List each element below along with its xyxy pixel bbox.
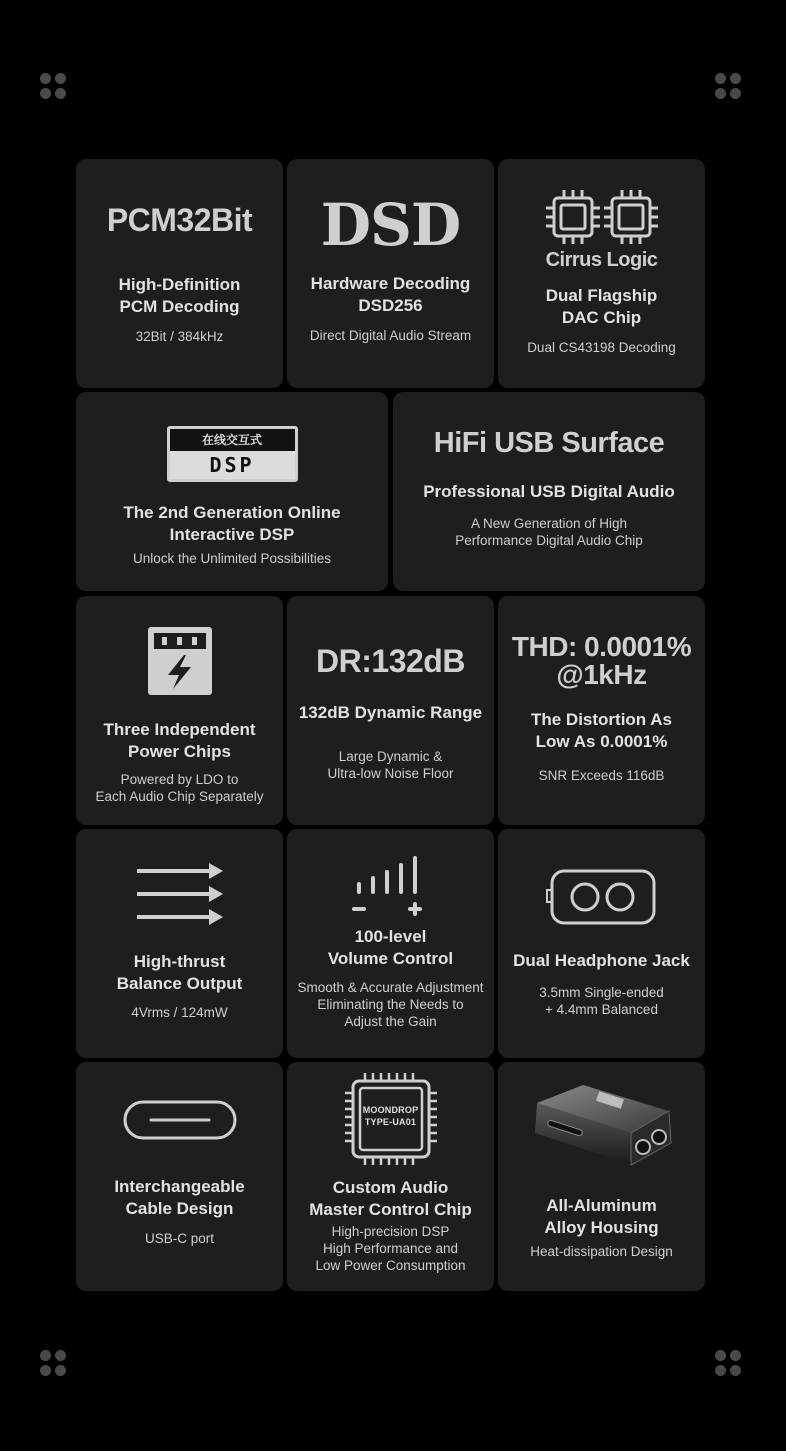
card-title: Dual Headphone Jack: [513, 950, 690, 970]
master-chip-icon: [343, 1071, 439, 1167]
feature-card-usb: [393, 392, 705, 591]
device-housing-icon: [527, 1081, 677, 1173]
card-title: High-thrust Balance Output: [116, 951, 243, 993]
card-title: 100-level Volume Control: [327, 926, 454, 968]
feature-card-volume: [287, 829, 494, 1058]
feature-card-master-chip: [287, 1062, 494, 1291]
card-description: Unlock the Unlimited Possibilities: [132, 551, 332, 566]
dual-chip-icon: [542, 188, 662, 248]
card-title: Interchangeable Cable Design: [114, 1177, 245, 1218]
card-title: Hardware Decoding DSD256: [310, 274, 471, 316]
feature-card-dsd: [287, 159, 494, 388]
card-title: High-Definition PCM Decoding: [118, 274, 241, 316]
card-title: Professional USB Digital Audio: [423, 481, 675, 501]
card-description: Large Dynamic & Ultra-low Noise Floor: [327, 749, 454, 782]
card-title: All-Aluminum Alloy Housing: [544, 1196, 659, 1237]
dsp-badge-bottom: DSP: [170, 451, 295, 479]
card-title: Dual Flagship DAC Chip: [545, 285, 658, 327]
corner-dots-icon: [40, 1350, 66, 1376]
card-description: USB-C port: [144, 1231, 215, 1246]
volume-bars-icon: [351, 854, 431, 920]
usb-text-logo: HiFi USB Surface: [433, 427, 665, 460]
usb-c-port-icon: [123, 1100, 237, 1140]
feature-card-housing: [498, 1062, 705, 1291]
feature-card-dac: [498, 159, 705, 388]
thd-text-logo: THD: 0.0001% @1kHz: [511, 631, 692, 690]
card-description: 32Bit / 384kHz: [135, 328, 224, 344]
arrows-icon: [135, 861, 225, 927]
card-title: The 2nd Generation Online Interactive DSP: [123, 503, 341, 544]
card-description: Smooth & Accurate Adjustment Eliminating the Needs to Adjust the Gain: [297, 979, 484, 1029]
card-description: Dual CS43198 Decoding: [527, 339, 676, 355]
feature-card-dsp: [76, 392, 388, 591]
corner-dots-icon: [715, 1350, 741, 1376]
corner-dots-icon: [715, 73, 741, 99]
card-description: Heat-dissipation Design: [530, 1244, 673, 1259]
card-title: The Distortion As Low As 0.0001%: [530, 710, 673, 751]
dsd-logo: DSD: [320, 190, 461, 259]
corner-dots-icon: [40, 73, 66, 99]
feature-card-dr: [287, 596, 494, 825]
card-title: 132dB Dynamic Range: [298, 703, 483, 723]
card-description: 3.5mm Single-ended + 4.4mm Balanced: [539, 984, 664, 1017]
headphone-jack-icon: [546, 868, 658, 926]
chip-label: MOONDROP TYPE-UA01: [362, 1105, 419, 1127]
feature-card-output: [76, 829, 283, 1058]
dsp-badge-icon: [167, 426, 298, 482]
dr-text-logo: DR:132dB: [316, 642, 465, 679]
feature-card-cable: [76, 1062, 283, 1291]
card-description: SNR Exceeds 116dB: [538, 768, 665, 783]
card-description: A New Generation of High Performance Digital Audio Chip: [455, 515, 643, 548]
pcm-text-logo: PCM32Bit: [106, 202, 253, 239]
dsp-badge-top: 在线交互式: [170, 429, 295, 451]
feature-card-thd: [498, 596, 705, 825]
power-chip-icon: [146, 625, 214, 697]
card-description: Powered by LDO to Each Audio Chip Separately: [95, 771, 264, 804]
card-description: 4Vrms / 124mW: [131, 1004, 228, 1020]
card-title: Custom Audio Master Control Chip: [309, 1178, 472, 1219]
cirrus-logic-logo: Cirrus Logic: [545, 248, 658, 271]
feature-card-pcm: [76, 159, 283, 388]
card-description: Direct Digital Audio Stream: [309, 328, 472, 344]
card-description: High-precision DSP High Performance and Low Power Consumption: [315, 1224, 466, 1273]
card-title: Three Independent Power Chips: [103, 719, 256, 761]
feature-card-power: [76, 596, 283, 825]
feature-card-jack: [498, 829, 705, 1058]
